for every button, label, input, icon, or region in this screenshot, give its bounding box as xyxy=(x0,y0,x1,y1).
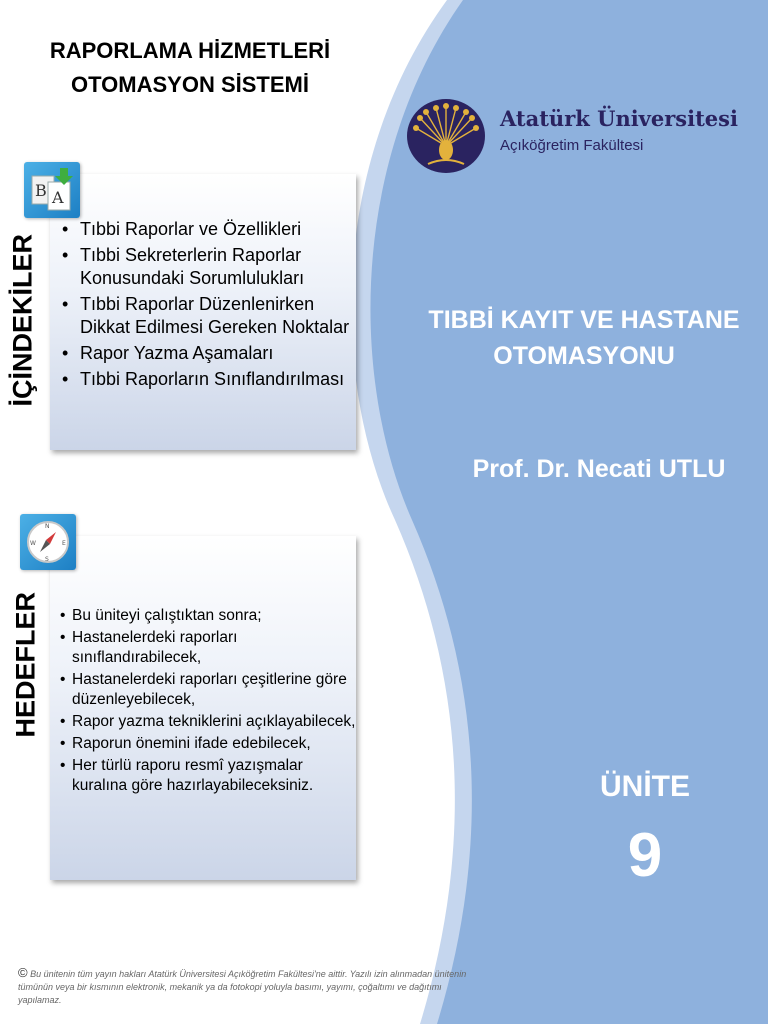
university-name: Atatürk Üniversitesi xyxy=(500,106,738,131)
peacock-emblem-icon xyxy=(406,98,486,179)
unit-label: ÜNİTE xyxy=(600,770,690,803)
contents-item: • Tıbbi Sekreterlerin Raporlar Konusundaki Sorumlulukları xyxy=(80,244,350,290)
goals-box xyxy=(50,536,356,880)
copyright-text: Bu ünitenin tüm yayın hakları Atatürk Üniversitesi Açıköğretim Fakültesi'ne aittir. Yazılı izin alınmadan ünitenin tümünün veya bir kısmının elektronik, mekanik ya da fotokopi yoluyla basımı, yayımı, çoğaltımı ve dağıtımı yapılamaz. xyxy=(18,969,467,1005)
svg-text:W: W xyxy=(30,540,36,547)
copyright-notice xyxy=(18,966,478,1007)
goals-item: • Rapor yazma tekniklerini açıklayabilecek, xyxy=(72,712,356,732)
contents-item: • Tıbbi Raporlar ve Özellikleri xyxy=(80,218,350,241)
contents-label: İÇİNDEKİLER xyxy=(7,233,38,407)
document-edit-icon xyxy=(24,162,80,218)
goals-item: • Hastanelerdeki raporları çeşitlerine göre düzenleyebilecek, xyxy=(72,670,356,710)
svg-text:N: N xyxy=(45,523,50,530)
course-title: TIBBİ KAYIT VE HASTANE OTOMASYONU xyxy=(428,306,740,370)
compass-icon xyxy=(20,514,76,570)
contents-item: • Tıbbi Raporların Sınıflandırılması xyxy=(80,368,350,391)
faculty-name: Açıköğretim Fakültesi xyxy=(500,137,644,154)
contents-item: • Tıbbi Raporlar Düzenlenirken Dikkat Edilmesi Gereken Noktalar xyxy=(80,293,350,339)
svg-text:B: B xyxy=(35,181,47,200)
program-title: RAPORLAMA HİZMETLERİ OTOMASYON SİSTEMİ xyxy=(49,38,331,97)
svg-text:E: E xyxy=(62,540,66,547)
goals-item: • Her türlü raporu resmî yazışmalar kuralına göre hazırlayabileceksiniz. xyxy=(72,756,356,796)
contents-box xyxy=(50,174,356,450)
contents-item: • Rapor Yazma Aşamaları xyxy=(80,342,350,365)
copyright-symbol: © xyxy=(18,965,28,980)
goals-label: HEDEFLER xyxy=(10,591,41,738)
unit-number: 9 xyxy=(627,821,663,890)
svg-text:A: A xyxy=(52,188,64,207)
goals-item: • Hastanelerdeki raporları sınıflandırabilecek, xyxy=(72,628,356,668)
svg-text:S: S xyxy=(45,556,49,563)
author-name: Prof. Dr. Necati UTLU xyxy=(472,455,726,483)
goals-item: • Raporun önemini ifade edebilecek, xyxy=(72,734,356,754)
goals-list xyxy=(72,606,356,798)
contents-list xyxy=(80,218,350,394)
goals-item: • Bu üniteyi çalıştıktan sonra; xyxy=(72,606,356,626)
